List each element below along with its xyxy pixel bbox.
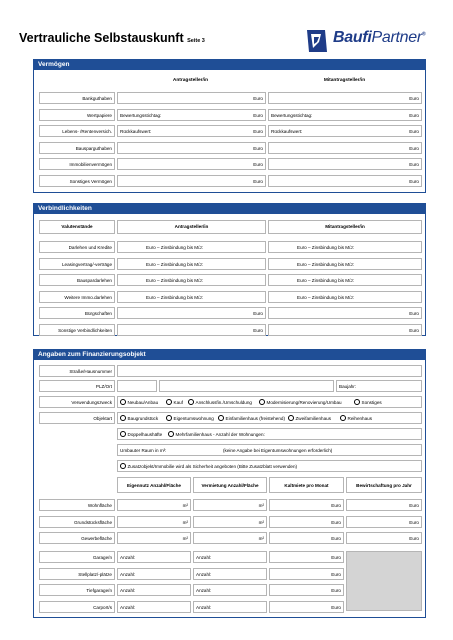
mitantragsteller-field[interactable] — [268, 241, 422, 253]
mitantragsteller-field[interactable] — [268, 274, 422, 286]
row-label: Tiefgarage/n — [39, 584, 115, 596]
radio-label: Zweifamilienhaus — [295, 416, 331, 421]
antragsteller-field[interactable] — [117, 241, 266, 253]
row-label: Weitere Immo.darlehen — [39, 291, 115, 303]
column-header: Bewirtschaftung pro Jahr — [346, 477, 422, 493]
radio-label: Mehrfamilienhaus - Anzahl der Wohnungen: — [175, 432, 265, 437]
radio-icon[interactable] — [188, 399, 194, 405]
radio-option[interactable] — [259, 397, 342, 408]
logo-bold: Baufi — [333, 29, 372, 46]
antragsteller-field[interactable] — [117, 125, 266, 137]
label-verwendungszweck: Verwendungszweck — [39, 396, 115, 408]
kaltmiete-field[interactable] — [269, 601, 344, 613]
unit-label: Euro — [409, 503, 419, 508]
row-label: Bankguthaben — [39, 92, 115, 104]
area-field[interactable] — [193, 516, 267, 528]
radio-option[interactable] — [288, 413, 331, 424]
unit-label: m² — [182, 536, 188, 541]
umbauter-raum-note: (keine Angabe bei Eigentumswohnungen erforderlich) — [223, 448, 333, 453]
ort-field[interactable] — [159, 380, 334, 392]
strasse-field[interactable] — [117, 365, 422, 377]
label-objektart: Objektart — [39, 412, 115, 424]
field-prefix: Anzahl: — [196, 571, 212, 577]
field-prefix: Rückkaufswert: — [120, 129, 152, 134]
radio-label: Baugrundstück — [127, 416, 159, 421]
logo-mark: ® — [421, 31, 426, 38]
label-plz: PLZ/Ort — [39, 380, 115, 392]
zusatzobjekt-option[interactable] — [117, 460, 422, 472]
section-vermoegen — [33, 70, 426, 193]
umbauter-raum-label: Umbauter Raum in m³: — [120, 448, 167, 453]
logo-light: Partner — [371, 29, 422, 46]
bewirtschaftung-gray-block — [346, 551, 422, 611]
row-label: Stellplatz/-plätze — [39, 568, 115, 580]
logo-mark-icon — [305, 28, 329, 54]
antragsteller-field[interactable] — [117, 175, 266, 187]
area-field[interactable] — [193, 499, 267, 511]
field-text: Euro – Zinsbindung bis M/J: — [297, 294, 354, 300]
label-strasse: Straße/Hausnummer — [39, 365, 115, 377]
kaltmiete-field[interactable] — [269, 551, 344, 563]
antragsteller-field[interactable] — [117, 291, 266, 303]
unit-label: Euro — [253, 96, 263, 101]
col-valutenstaende: Valutenstände — [39, 220, 115, 234]
area-field[interactable] — [346, 499, 422, 511]
radio-icon[interactable] — [166, 399, 172, 405]
radio-icon[interactable] — [259, 399, 265, 405]
unit-label: Euro — [409, 145, 419, 151]
objektart-options-2 — [117, 428, 422, 440]
radio-option[interactable] — [188, 397, 252, 408]
radio-icon[interactable] — [218, 415, 224, 421]
row-label: Carport/s — [39, 601, 115, 613]
radio-option[interactable] — [340, 413, 372, 424]
unit-label: Euro — [253, 178, 263, 184]
unit-label: Euro — [409, 519, 419, 525]
section-title: Vermögen — [38, 61, 70, 68]
kaltmiete-field[interactable] — [269, 584, 344, 596]
radio-icon[interactable] — [288, 415, 294, 421]
eigennutz-count-field[interactable] — [117, 584, 191, 596]
unit-label: Euro — [331, 536, 341, 541]
radio-label: Doppelhaushäfte — [127, 432, 163, 437]
field-prefix: Bewertungsstichtag: — [271, 112, 313, 118]
radio-icon[interactable] — [168, 431, 174, 437]
row-label: Darlehen und Kredite — [39, 241, 115, 253]
antragsteller-field[interactable] — [117, 324, 266, 336]
radio-icon[interactable] — [120, 415, 126, 421]
radio-option[interactable] — [120, 397, 158, 408]
radio-label: Modernisierung/Renovierung/Umbau — [266, 400, 342, 405]
unit-label: Euro — [253, 327, 263, 333]
mitantragsteller-field[interactable] — [268, 142, 422, 154]
baujahr-field[interactable] — [336, 380, 422, 392]
unit-label: Euro — [253, 145, 263, 151]
antragsteller-field[interactable] — [117, 274, 266, 286]
row-label: Gewerbefläche — [39, 532, 115, 544]
radio-icon[interactable] — [354, 399, 360, 405]
area-field[interactable] — [269, 499, 344, 511]
section-objekt-header — [33, 349, 426, 360]
area-field[interactable] — [117, 532, 191, 544]
row-label: Grundstücksfläche — [39, 516, 115, 528]
unit-label: Euro — [253, 162, 263, 167]
mitantragsteller-field[interactable] — [268, 291, 422, 303]
row-label: Sonstiges Vermögen — [39, 175, 115, 187]
radio-label: Kauf — [173, 400, 183, 405]
field-prefix: Anzahl: — [196, 555, 212, 560]
mitantragsteller-field[interactable] — [268, 158, 422, 170]
unit-label: Euro — [331, 571, 341, 577]
field-prefix: Anzahl: — [120, 588, 136, 593]
mitantragsteller-field[interactable] — [268, 109, 422, 121]
mitantragsteller-field[interactable] — [268, 175, 422, 187]
antragsteller-field[interactable] — [117, 142, 266, 154]
section-title: Verbindlichkeiten — [38, 205, 92, 212]
row-label: Bauspardarlehen — [39, 274, 115, 286]
radio-option[interactable] — [168, 429, 265, 440]
unit-label: Euro — [409, 129, 419, 134]
radio-icon[interactable] — [340, 415, 346, 421]
field-prefix: Rückkaufswert: — [271, 129, 303, 134]
unit-label: Euro — [331, 604, 341, 610]
page-number: Seite 3 — [187, 38, 205, 44]
section-verbindlichkeiten-header — [33, 203, 426, 214]
vermietung-count-field[interactable] — [193, 601, 267, 613]
unit-label: Euro — [409, 536, 419, 541]
eigennutz-count-field[interactable] — [117, 568, 191, 580]
antragsteller-field[interactable] — [117, 92, 266, 104]
vermietung-count-field[interactable] — [193, 551, 267, 563]
baujahr-label: Baujahr: — [339, 384, 357, 389]
area-field[interactable] — [269, 516, 344, 528]
mitantragsteller-field[interactable] — [268, 307, 422, 319]
mitantragsteller-field[interactable] — [268, 324, 422, 336]
area-field[interactable] — [117, 516, 191, 528]
mitantragsteller-field[interactable] — [268, 125, 422, 137]
section-title: Angaben zum Finanzierungsobjekt — [38, 351, 146, 358]
radio-label: Anschlussfin./Umschuldung — [195, 400, 252, 405]
radio-option[interactable] — [120, 413, 158, 424]
field-prefix: Bewertungsstichtag: — [120, 112, 162, 118]
unit-label: Euro — [253, 311, 263, 316]
antragsteller-field[interactable] — [117, 258, 266, 270]
radio-icon[interactable] — [166, 415, 172, 421]
field-text: Euro – Zinsbindung bis M/J: — [146, 245, 203, 250]
title-text: Vertrauliche Selbstauskunft — [19, 31, 184, 45]
field-text: Euro – Zinsbindung bis M/J: — [146, 261, 203, 267]
unit-label: Euro — [409, 162, 419, 167]
unit-label: m² — [258, 503, 264, 508]
field-text: Euro – Zinsbindung bis M/J: — [297, 261, 354, 267]
field-prefix: Anzahl: — [196, 588, 212, 593]
row-label: Bausparguthaben — [39, 142, 115, 154]
row-label: Bürgschaften — [39, 307, 115, 319]
column-header: Vermietung Anzahl/Fläche — [193, 477, 267, 493]
column-header: Kaltmiete pro Monat — [269, 477, 344, 493]
verwendungszweck-options — [117, 396, 422, 408]
field-text: Euro – Zinsbindung bis M/J: — [146, 278, 203, 283]
unit-label: m² — [258, 519, 264, 525]
row-label: Garage/n — [39, 551, 115, 563]
eigennutz-count-field[interactable] — [117, 551, 191, 563]
field-text: Euro – Zinsbindung bis M/J: — [297, 278, 354, 283]
radio-label: Reihenhaus — [347, 416, 373, 421]
row-label: Immobilienvermögen — [39, 158, 115, 170]
row-label: Lebens- /Rentenversich. — [39, 125, 115, 137]
unit-label: m² — [182, 519, 188, 525]
unit-label: Euro — [253, 112, 263, 118]
unit-label: Euro — [253, 129, 263, 134]
zusatzobjekt-label: Zusatzobjekt/Immobilie wird als Sicherheit angeboten (Bitte Zusatzblatt verwenden) — [127, 464, 298, 469]
radio-option[interactable] — [166, 413, 214, 424]
radio-label: Eigentumswohnung — [173, 416, 214, 421]
unit-label: Euro — [331, 519, 341, 525]
unit-label: Euro — [331, 588, 341, 593]
row-label: Leasingvertrag/-verträge — [39, 258, 115, 270]
antragsteller-field[interactable] — [117, 158, 266, 170]
page-title — [19, 31, 205, 45]
row-label: Wertpapiere — [39, 109, 115, 121]
mitantragsteller-field[interactable] — [268, 258, 422, 270]
vermietung-count-field[interactable] — [193, 584, 267, 596]
kaltmiete-field[interactable] — [269, 568, 344, 580]
unit-label: Euro — [331, 503, 341, 508]
unit-label: m² — [182, 503, 188, 508]
baufipartner-logo — [305, 26, 435, 56]
col-antragsteller: Antragsteller/in — [172, 78, 209, 83]
radio-label: Sonstiges — [361, 400, 382, 405]
column-header: Eigennutz Anzahl/Fläche — [117, 477, 191, 493]
antragsteller-field[interactable] — [117, 109, 266, 121]
radio-label: Neubau/Anbau — [127, 400, 159, 405]
row-label: Sonstige Verbindlichkeiten — [39, 324, 115, 336]
unit-label: Euro — [409, 112, 419, 118]
area-field[interactable] — [269, 532, 344, 544]
area-field[interactable] — [117, 499, 191, 511]
unit-label: Euro — [409, 96, 419, 101]
field-text: Euro – Zinsbindung bis M/J: — [297, 245, 354, 250]
field-text: Euro – Zinsbindung bis M/J: — [146, 294, 203, 300]
plz-field[interactable] — [117, 380, 157, 392]
radio-icon[interactable] — [120, 399, 126, 405]
umbauter-raum-field[interactable] — [117, 444, 422, 456]
radio-icon[interactable] — [120, 463, 126, 469]
radio-option[interactable] — [218, 413, 285, 424]
field-prefix: Anzahl: — [196, 604, 212, 610]
field-prefix: Anzahl: — [120, 571, 136, 577]
unit-label: Euro — [409, 327, 419, 333]
row-label: Wohnfläche — [39, 499, 115, 511]
unit-label: Euro — [409, 178, 419, 184]
radio-option[interactable] — [120, 429, 162, 440]
area-field[interactable] — [346, 516, 422, 528]
antragsteller-field[interactable] — [117, 307, 266, 319]
radio-option[interactable] — [166, 397, 183, 408]
field-prefix: Anzahl: — [120, 604, 136, 610]
section-objekt — [33, 360, 426, 618]
radio-icon[interactable] — [120, 431, 126, 437]
unit-label: Euro — [331, 555, 341, 560]
vermietung-count-field[interactable] — [193, 568, 267, 580]
eigennutz-count-field[interactable] — [117, 601, 191, 613]
area-field[interactable] — [193, 532, 267, 544]
radio-label: Einfamilienhaus (freistehend) — [225, 416, 285, 421]
col-mitantragsteller: Mitantragsteller/in — [323, 78, 366, 83]
col-antragsteller: Antragsteller/in — [117, 220, 266, 234]
mitantragsteller-field[interactable] — [268, 92, 422, 104]
radio-option[interactable] — [354, 397, 382, 408]
section-verbindlichkeiten — [33, 214, 426, 336]
unit-label: m² — [258, 536, 264, 541]
section-vermoegen-header — [33, 59, 426, 70]
unit-label: Euro — [409, 311, 419, 316]
field-prefix: Anzahl: — [120, 555, 136, 560]
col-mitantragsteller: Mitantragsteller/in — [268, 220, 422, 234]
objektart-options-1 — [117, 412, 422, 424]
area-field[interactable] — [346, 532, 422, 544]
